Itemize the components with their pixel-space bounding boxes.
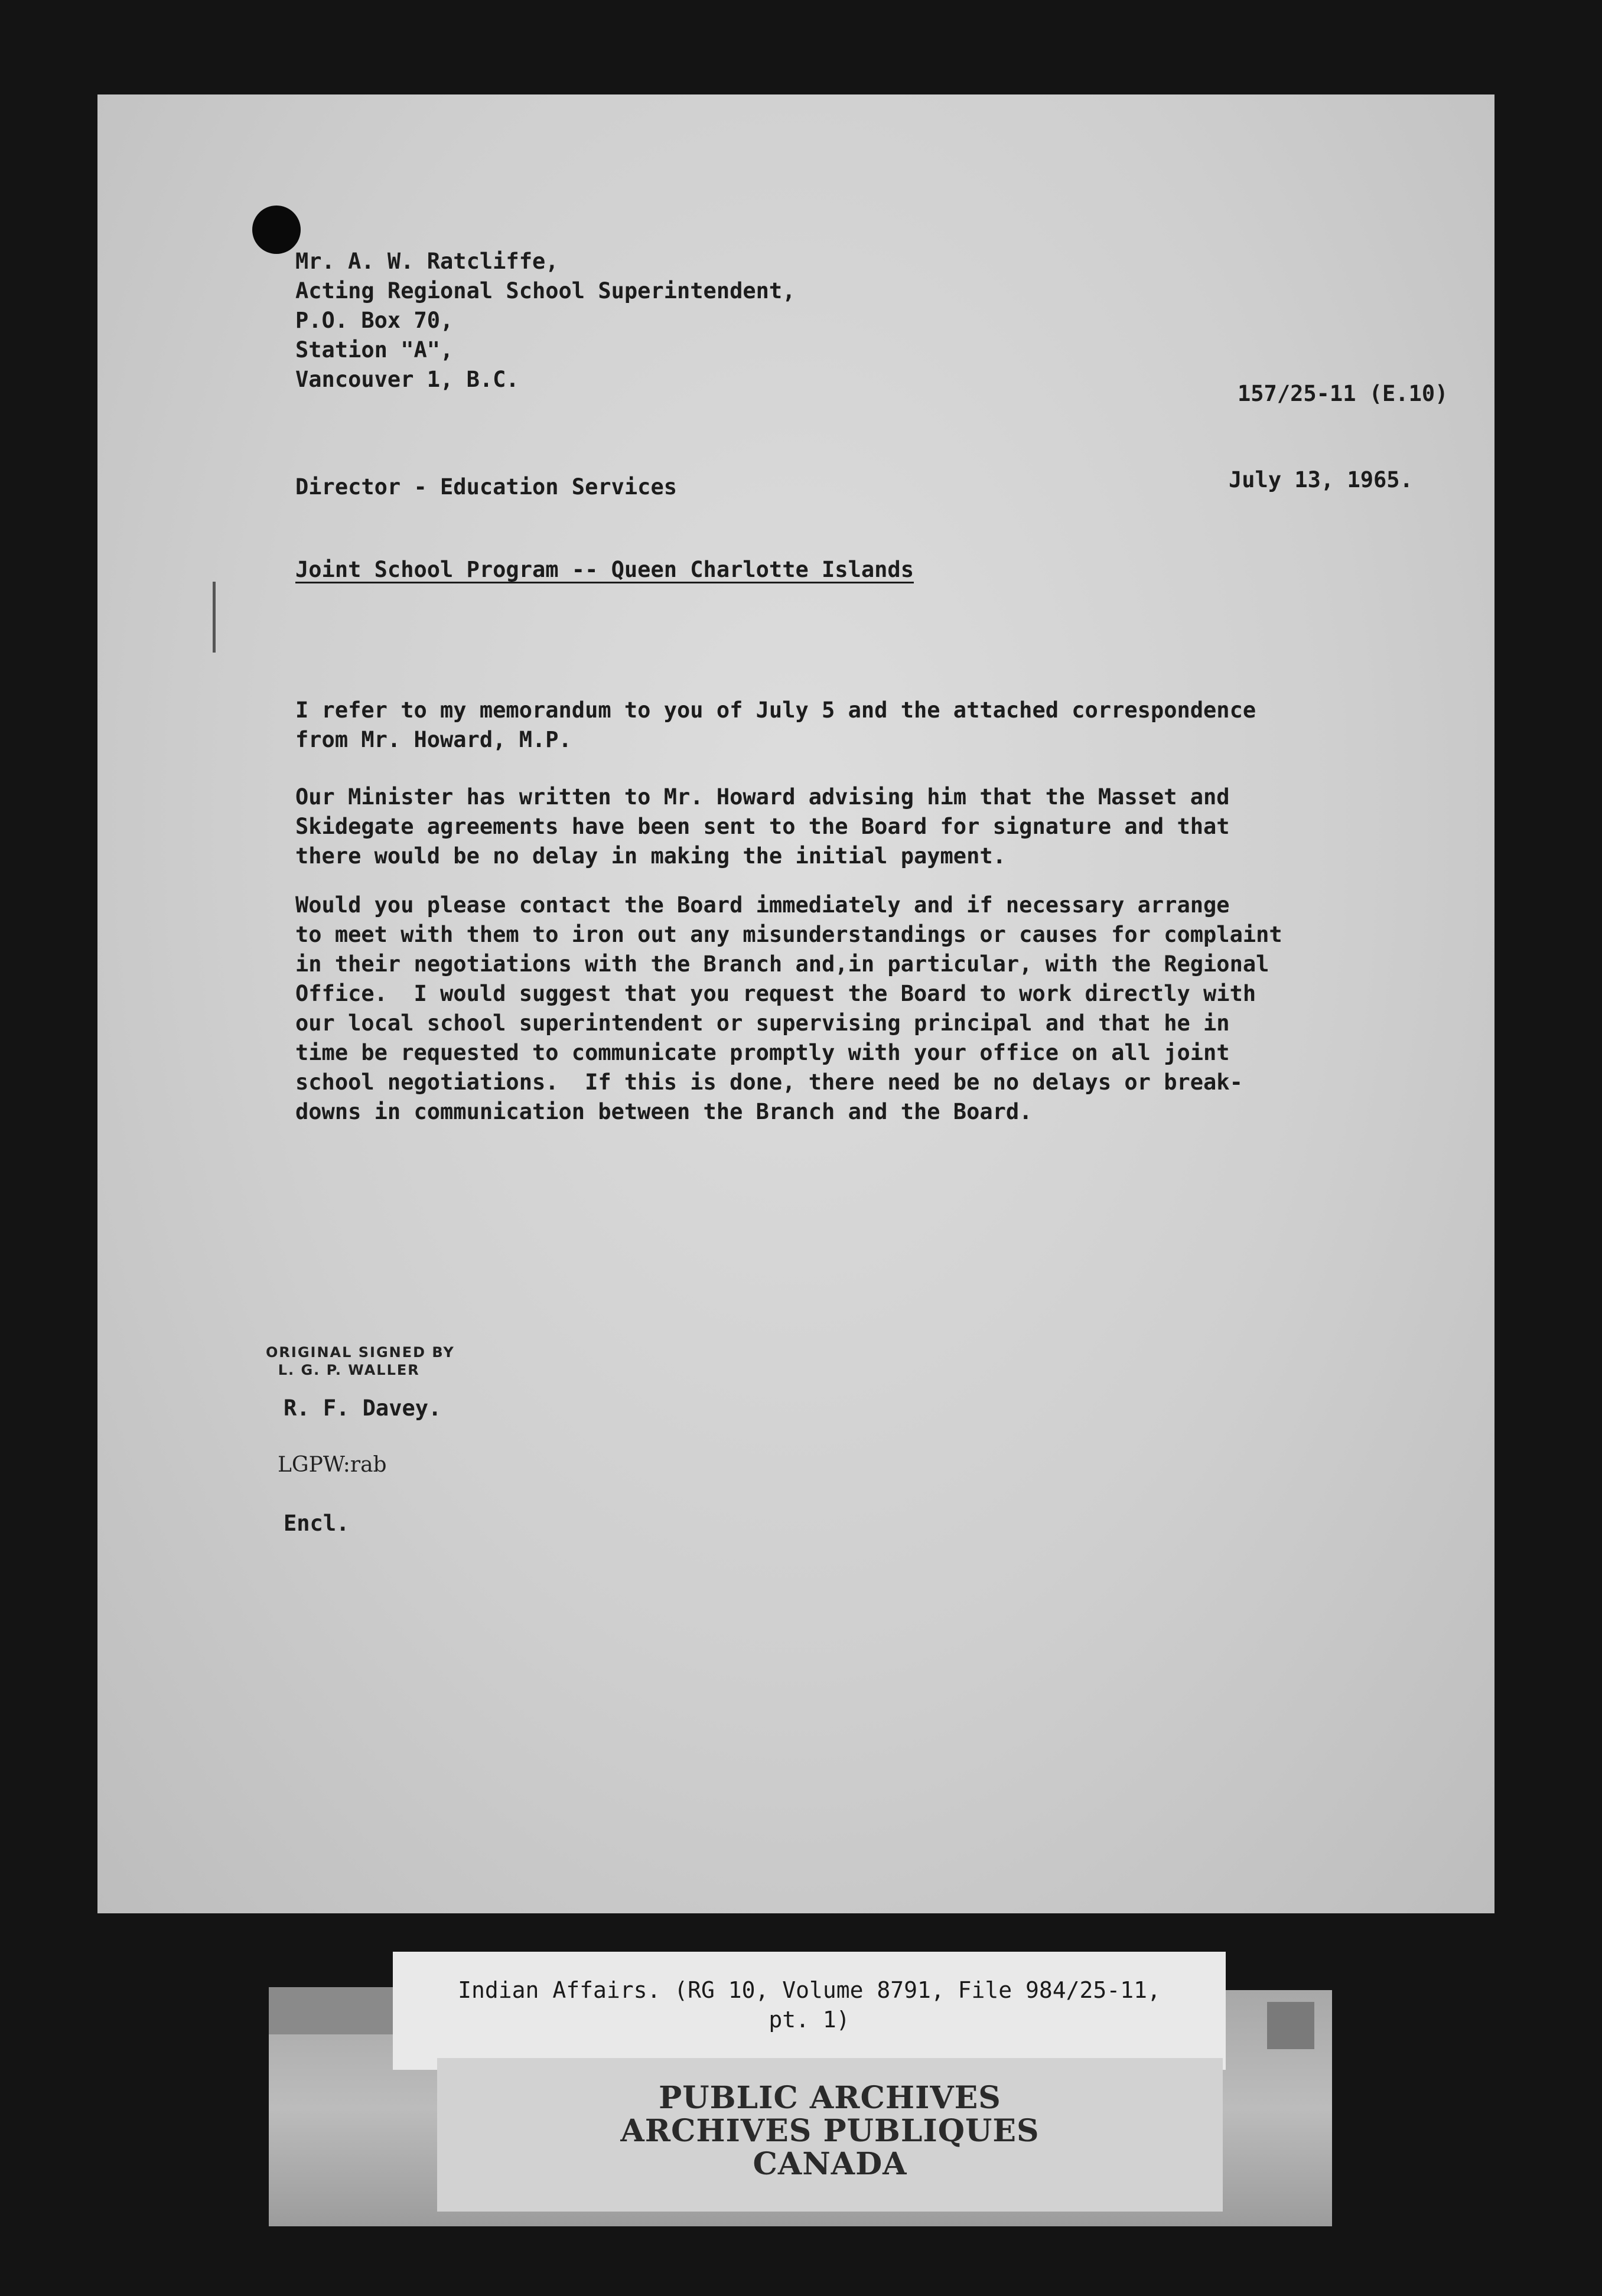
recipient-address: Mr. A. W. Ratcliffe, Acting Regional School Superintendent, P.O. Box 70, Station "A", Vancouver 1, B.C. xyxy=(295,249,796,392)
archive-reference-label xyxy=(393,1952,1226,2070)
sender-title: Director - Education Services xyxy=(295,474,678,500)
archive-box-tab-right xyxy=(1267,2002,1314,2049)
file-number: 157/25-11 (E.10) xyxy=(1238,381,1448,406)
archive-reference-text: Indian Affairs. (RG 10, Volume 8791, File 984/25-11, pt. 1) xyxy=(458,1977,1161,2033)
paragraph-2: Our Minister has written to Mr. Howard advising him that the Masset and Skidegate agreements have been sent to the Board for signature and that there would be no delay in making the initial payment. xyxy=(295,784,1230,869)
letter-page xyxy=(97,94,1494,1913)
margin-mark xyxy=(213,582,216,653)
archive-line-3: CANADA xyxy=(753,2146,907,2182)
punch-hole xyxy=(252,206,301,254)
enclosure-note: Encl. xyxy=(284,1511,350,1536)
archive-line-1: PUBLIC ARCHIVES xyxy=(659,2080,1001,2116)
subject-line: Joint School Program -- Queen Charlotte Islands xyxy=(295,557,914,582)
archive-box-tab-left xyxy=(269,1987,405,2034)
paragraph-3: Would you please contact the Board immediately and if necessary arrange to meet with them to iron out any misunderstandings or causes for complaint in their negotiations with the Branch and,in particular, with the Regional Office. I would suggest that you request the Board to work directly with our local school superintendent or supervising principal and that he in time be requested to communicate promptly with your office on all joint school negotiations. If this is done, there need be no delays or break- downs in communication between the Branch and the Board. xyxy=(295,892,1282,1124)
letter-date: July 13, 1965. xyxy=(1229,467,1413,493)
archive-line-2: ARCHIVES PUBLIQUES xyxy=(620,2113,1040,2149)
signatory-name: R. F. Davey. xyxy=(284,1395,442,1421)
signature-stamp: ORIGINAL SIGNED BY L. G. P. WALLER xyxy=(266,1344,455,1378)
typist-initials: LGPW:rab xyxy=(278,1453,387,1477)
archive-stamp xyxy=(437,2058,1223,2212)
paragraph-1: I refer to my memorandum to you of July 5 and the attached correspondence from Mr. Howard, M.P. xyxy=(295,697,1256,752)
